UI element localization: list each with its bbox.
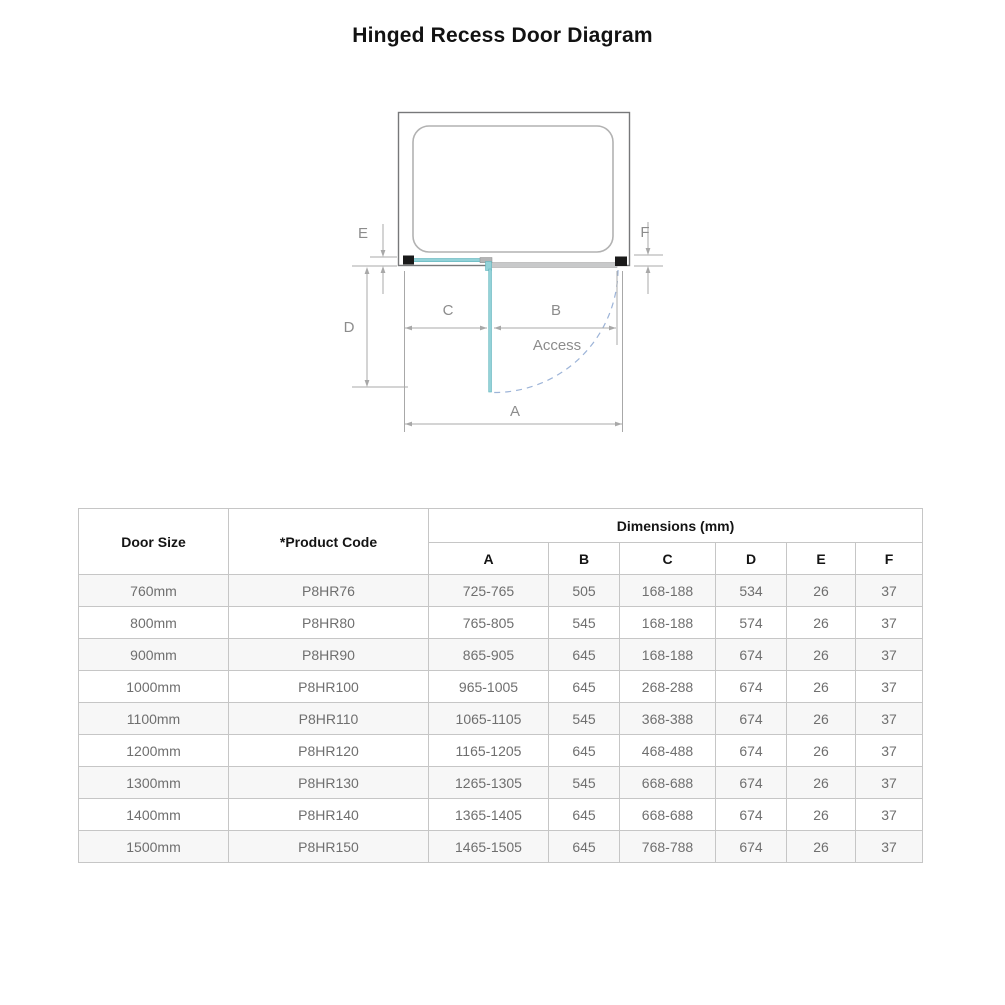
cell-product-code: P8HR76	[229, 575, 429, 607]
door-panel-open	[489, 269, 492, 392]
cell-product-code: P8HR80	[229, 607, 429, 639]
cell-product-code: P8HR100	[229, 671, 429, 703]
cell-c: 368-388	[620, 703, 716, 735]
dim-label-b: B	[550, 302, 562, 319]
dim-label-d: D	[343, 319, 355, 336]
cell-e: 26	[787, 799, 856, 831]
cell-d: 674	[716, 703, 787, 735]
dimension-a	[405, 422, 622, 427]
cell-b: 645	[549, 799, 620, 831]
wall-profile-right	[615, 257, 627, 267]
cell-b: 645	[549, 639, 620, 671]
page-title: Hinged Recess Door Diagram	[352, 24, 653, 47]
cell-b: 545	[549, 607, 620, 639]
cell-d: 574	[716, 607, 787, 639]
hinged-door-diagram	[330, 85, 690, 445]
cell-product-code: P8HR140	[229, 799, 429, 831]
cell-c: 668-688	[620, 799, 716, 831]
cell-e: 26	[787, 575, 856, 607]
cell-a: 1065-1105	[429, 703, 549, 735]
cell-c: 168-188	[620, 575, 716, 607]
cell-door-size: 1000mm	[79, 671, 229, 703]
cell-e: 26	[787, 735, 856, 767]
cell-product-code: P8HR130	[229, 767, 429, 799]
cell-d: 674	[716, 767, 787, 799]
cell-c: 168-188	[620, 639, 716, 671]
cell-door-size: 1200mm	[79, 735, 229, 767]
enclosure-outline	[399, 113, 630, 266]
cell-a: 765-805	[429, 607, 549, 639]
cell-b: 545	[549, 703, 620, 735]
cell-b: 545	[549, 767, 620, 799]
cell-c: 168-188	[620, 607, 716, 639]
cell-door-size: 1300mm	[79, 767, 229, 799]
cell-door-size: 760mm	[79, 575, 229, 607]
door-swing-arc	[494, 270, 619, 393]
cell-d: 674	[716, 799, 787, 831]
table-row	[79, 735, 923, 767]
cell-f: 37	[856, 767, 923, 799]
cell-f: 37	[856, 703, 923, 735]
dimension-b	[494, 326, 616, 331]
cell-d: 674	[716, 639, 787, 671]
cell-door-size: 900mm	[79, 639, 229, 671]
cell-product-code: P8HR120	[229, 735, 429, 767]
header-dim-b: B	[549, 543, 620, 575]
header-dimensions-group: Dimensions (mm)	[429, 509, 923, 543]
header-product-code: *Product Code	[229, 509, 429, 575]
cell-f: 37	[856, 607, 923, 639]
cell-b: 645	[549, 735, 620, 767]
cell-door-size: 1500mm	[79, 831, 229, 863]
cell-e: 26	[787, 671, 856, 703]
cell-a: 1165-1205	[429, 735, 549, 767]
header-dim-d: D	[716, 543, 787, 575]
cell-e: 26	[787, 831, 856, 863]
cell-e: 26	[787, 639, 856, 671]
cell-b: 645	[549, 831, 620, 863]
table-row	[79, 575, 923, 607]
table-row	[79, 639, 923, 671]
header-door-size: Door Size	[79, 509, 229, 575]
cell-e: 26	[787, 703, 856, 735]
cell-c: 668-688	[620, 767, 716, 799]
cell-c: 468-488	[620, 735, 716, 767]
header-dim-c: C	[620, 543, 716, 575]
wall-profile-left	[403, 256, 414, 265]
cell-b: 505	[549, 575, 620, 607]
inline-panel	[406, 259, 482, 262]
cell-f: 37	[856, 575, 923, 607]
cell-product-code: P8HR150	[229, 831, 429, 863]
dimension-c	[405, 326, 487, 331]
dimension-d	[365, 267, 370, 387]
cell-e: 26	[787, 607, 856, 639]
cell-f: 37	[856, 639, 923, 671]
table-row	[79, 607, 923, 639]
cell-d: 674	[716, 831, 787, 863]
cell-f: 37	[856, 671, 923, 703]
cell-b: 645	[549, 671, 620, 703]
cell-a: 1265-1305	[429, 767, 549, 799]
door-panel-closed	[490, 263, 617, 268]
table-row	[79, 767, 923, 799]
header-dim-f: F	[856, 543, 923, 575]
table-row	[79, 703, 923, 735]
cell-a: 1365-1405	[429, 799, 549, 831]
cell-d: 534	[716, 575, 787, 607]
cell-f: 37	[856, 735, 923, 767]
dimension-e	[381, 224, 386, 294]
cell-product-code: P8HR90	[229, 639, 429, 671]
dim-label-e: E	[357, 225, 369, 242]
header-row-group	[79, 509, 923, 543]
table-row	[79, 799, 923, 831]
table-row	[79, 831, 923, 863]
extension-lines	[352, 255, 663, 432]
cell-f: 37	[856, 831, 923, 863]
cell-f: 37	[856, 799, 923, 831]
cell-e: 26	[787, 767, 856, 799]
cell-c: 268-288	[620, 671, 716, 703]
dim-label-f: F	[640, 224, 650, 241]
cell-door-size: 1100mm	[79, 703, 229, 735]
cell-a: 965-1005	[429, 671, 549, 703]
header-dim-a: A	[429, 543, 549, 575]
shower-tray	[413, 126, 613, 252]
table-row	[79, 671, 923, 703]
cell-door-size: 800mm	[79, 607, 229, 639]
cell-a: 1465-1505	[429, 831, 549, 863]
access-label: Access	[532, 337, 582, 354]
cell-product-code: P8HR110	[229, 703, 429, 735]
cell-a: 725-765	[429, 575, 549, 607]
cell-c: 768-788	[620, 831, 716, 863]
spec-table	[78, 508, 923, 863]
cell-door-size: 1400mm	[79, 799, 229, 831]
header-dim-e: E	[787, 543, 856, 575]
cell-d: 674	[716, 735, 787, 767]
cell-a: 865-905	[429, 639, 549, 671]
dim-label-c: C	[442, 302, 454, 319]
dim-label-a: A	[509, 403, 521, 420]
cell-d: 674	[716, 671, 787, 703]
